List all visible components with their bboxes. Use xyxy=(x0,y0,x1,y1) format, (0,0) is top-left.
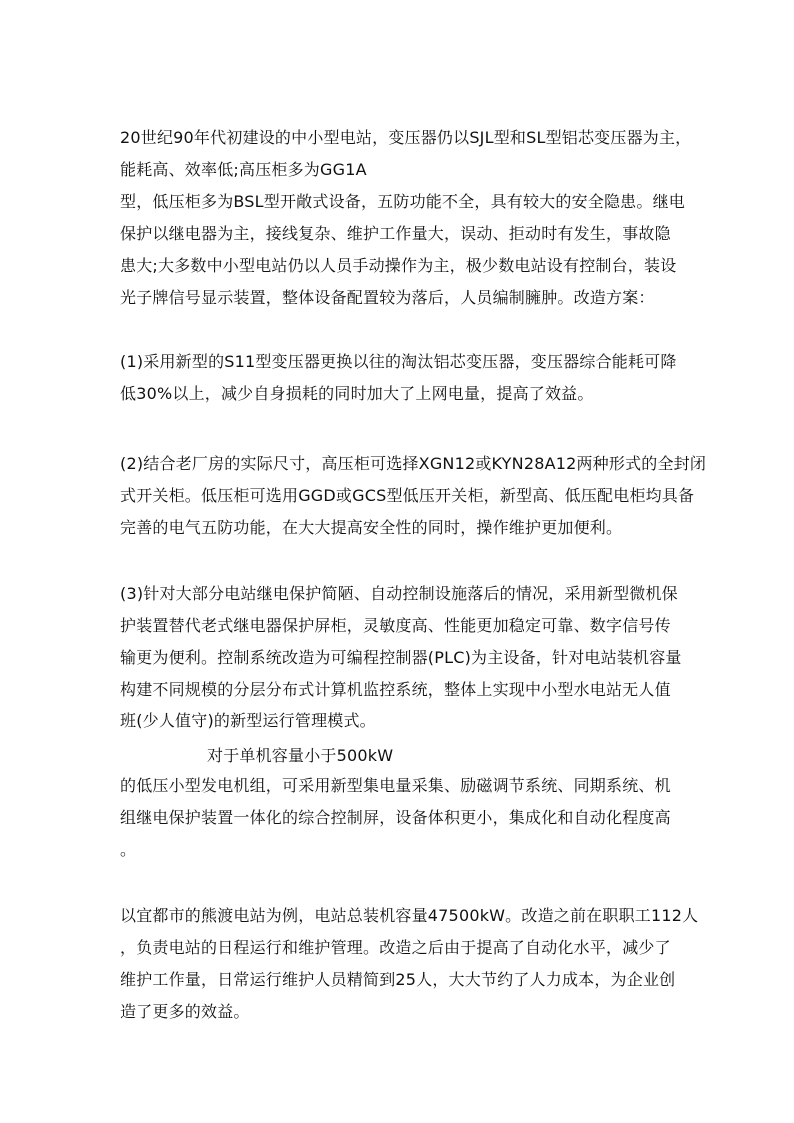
text-line: 患大;大多数中小型电站仍以人员手动操作为主，极少数电站设有控制台，装设 xyxy=(120,256,677,275)
text-line: 低30%以上，减少自身损耗的同时加大了上网电量，提高了效益。 xyxy=(120,384,594,403)
text-line: 光子牌信号显示装置，整体设备配置较为落后，人员编制臃肿。改造方案： xyxy=(120,288,655,307)
text-line: 式开关柜。低压柜可选用GGD或GCS型低压开关柜，新型高、低压配电柜均具备 xyxy=(120,486,695,505)
text-line: ，负责电站的日程运行和维护管理。改造之后由于提高了自动化水平，减少了 xyxy=(120,938,671,957)
text-line: 护装置替代老式继电器保护屏柜，灵敏度高、性能更加稳定可靠、数字信号传 xyxy=(120,616,671,635)
text-line: 构建不同规模的分层分布式计算机监控系统，整体上实现中小型水电站无人值 xyxy=(120,680,671,699)
text-line: (1)采用新型的S11型变压器更换以往的淘汰铝芯变压器，变压器综合能耗可降 xyxy=(120,352,677,371)
text-line: 型，低压柜多为BSL型开敞式设备，五防功能不全，具有较大的安全隐患。继电 xyxy=(120,192,685,211)
text-line: 的低压小型发电机组，可采用新型集电量采集、励磁调节系统、同期系统、机 xyxy=(120,776,671,795)
text-line: (3)针对大部分电站继电保护简陋、自动控制设施落后的情况，采用新型微机保 xyxy=(120,584,678,603)
text-line: 。 xyxy=(120,840,137,859)
text-line: 班(少人值守)的新型运行管理模式。 xyxy=(120,711,376,730)
text-line: 完善的电气五防功能，在大大提高安全性的同时，操作维护更加便利。 xyxy=(120,518,623,537)
text-line: 组继电保护装置一体化的综合控制屏，设备体积更小，集成化和自动化程度高 xyxy=(120,808,671,827)
text-line: 20世纪90年代初建设的中小型电站，变压器仍以SJL型和SL型铝芯变压器为主， xyxy=(120,128,692,147)
text-line: 维护工作量，日常运行维护人员精简到25人，大大节约了人力成本，为企业创 xyxy=(120,970,676,989)
text-line: 保护以继电器为主，接线复杂、维护工作量大，误动、拒动时有发生，事故隐 xyxy=(120,224,671,243)
text-line: 造了更多的效益。 xyxy=(120,1002,250,1021)
text-line: 对于单机容量小于500kW xyxy=(207,746,394,765)
text-line: 以宜都市的熊渡电站为例，电站总装机容量47500kW。改造之前在职职工112人 xyxy=(120,906,699,925)
text-line: (2)结合老厂房的实际尺寸，高压柜可选择XGN12或KYN28A12两种形式的全封闭 xyxy=(120,454,707,473)
text-line: 能耗高、效率低;高压柜多为GG1A xyxy=(120,160,367,179)
text-line: 输更为便利。控制系统改造为可编程控制器(PLC)为主设备，针对电站装机容量 xyxy=(120,648,682,667)
